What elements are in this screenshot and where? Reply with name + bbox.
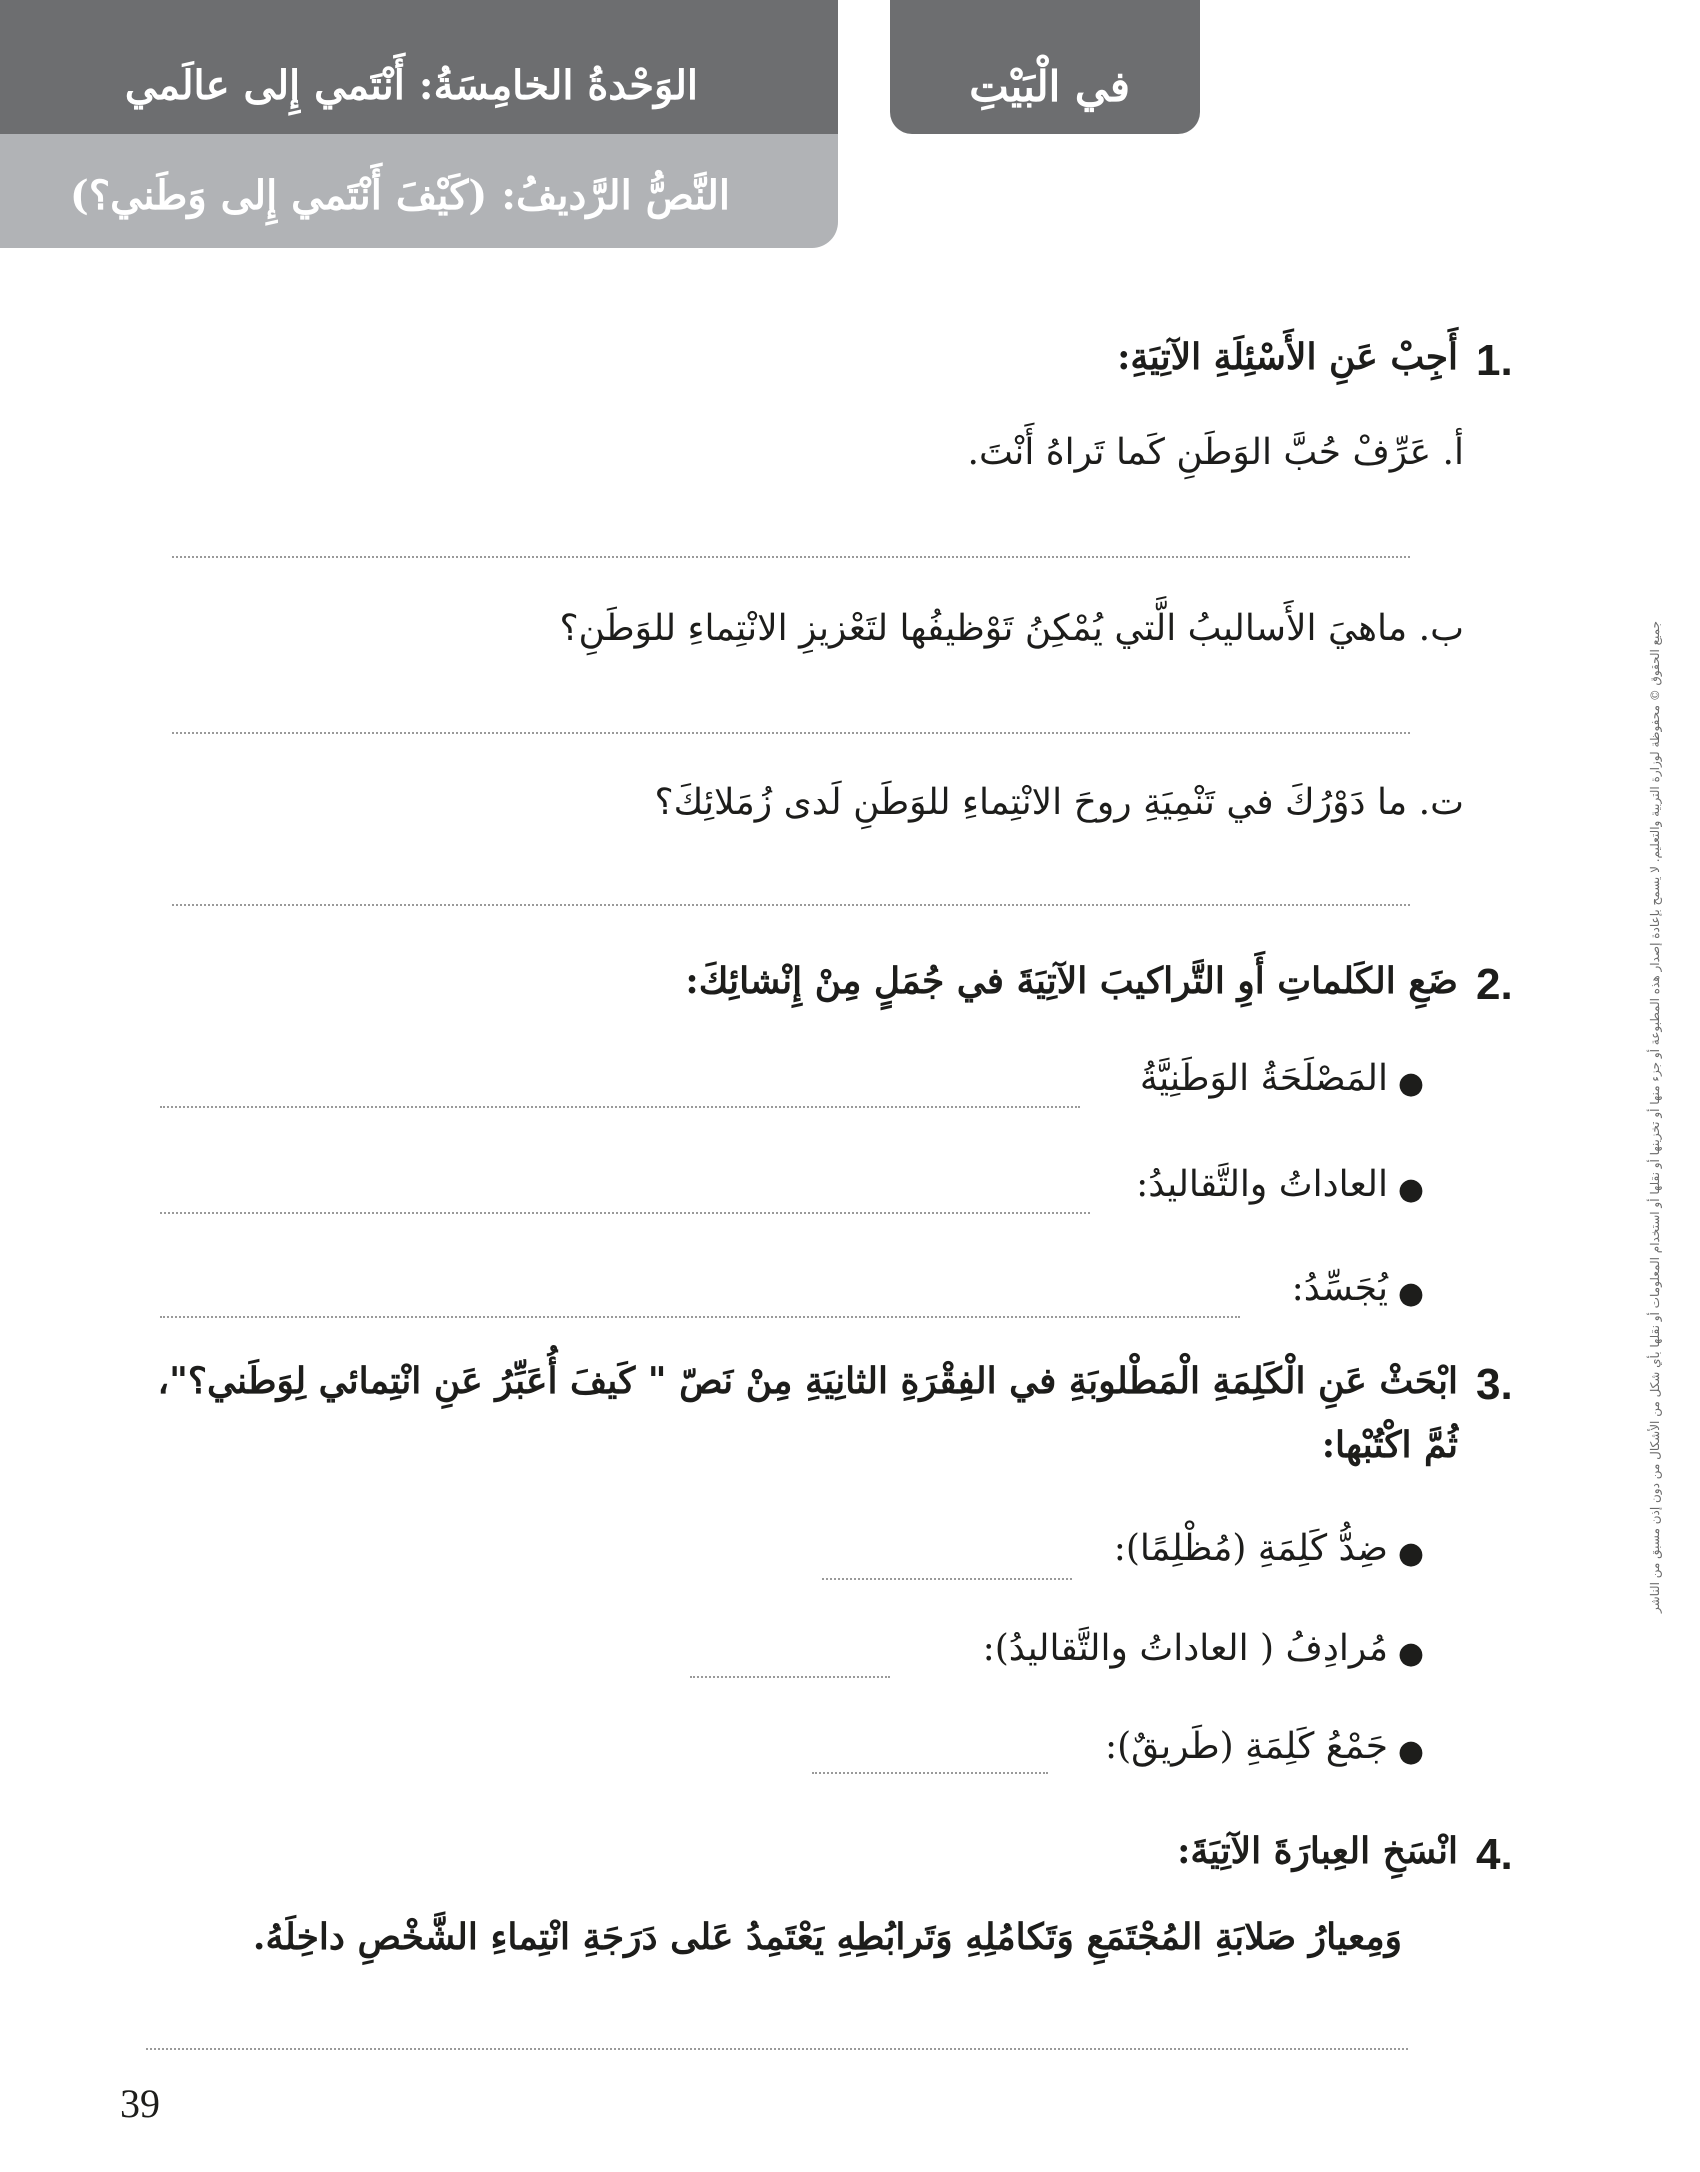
copyright-sidebar	[1640, 540, 1668, 1710]
q3-prompt-line1: ابْحَثْ عَنِ الْكَلِمَةِ الْمَطْلوبَةِ في الفِقْرَةِ الثانِيَةِ مِنْ نَصّ " كَيفَ أُعَبِّرُ عَنِ انْتِمائي لِوَطَني؟"،	[157, 1360, 1458, 1402]
answer-line-q1b[interactable]	[172, 732, 1410, 734]
q2-item-2: العاداتُ والتَّقاليدُ:	[1136, 1164, 1388, 1205]
bullet-icon: ●	[1397, 1276, 1424, 1311]
q1-prompt: أَجِبْ عَنِ الأَسْئِلَةِ الآتِيَةِ:	[1117, 336, 1458, 378]
text-subtitle: النَّصُّ الرَّديفُ: (كَيْفَ أَنْتَمي إِلى وَطَني؟)	[69, 172, 730, 219]
q1-item-b: ب. ماهيَ الأَساليبُ الَّتي يُمْكِنُ تَوْظيفُها لتَعْزيزِ الانْتِماءِ للوَطَنِ؟	[559, 608, 1464, 649]
answer-line-q3-3[interactable]	[812, 1772, 1048, 1774]
answer-line-q2-2[interactable]	[160, 1212, 1090, 1214]
q1-number: 1.	[1476, 336, 1513, 385]
unit-header	[0, 0, 838, 134]
home-tab	[890, 0, 1200, 134]
q1-item-a: أ. عَرِّفْ حُبَّ الوَطَنِ كَما تَراهُ أَنْتَ.	[967, 432, 1464, 473]
bullet-icon: ●	[1397, 1536, 1424, 1571]
q2-number: 2.	[1476, 960, 1513, 1009]
answer-line-q4[interactable]	[146, 2048, 1408, 2050]
unit-title: الوَحْدةُ الخامِسَةُ: أَنْتَمي إِلى عالَمي	[124, 62, 698, 109]
q3-item-3: جَمْعُ كَلِمَةِ (طَريقٌ):	[1104, 1726, 1388, 1767]
answer-line-q2-3[interactable]	[160, 1316, 1240, 1318]
answer-line-q3-1[interactable]	[822, 1578, 1072, 1580]
home-tab-label: في الْبَيْتِ	[969, 62, 1130, 111]
q3-number: 3.	[1476, 1360, 1513, 1409]
q3-prompt-line2: ثُمَّ اكْتُبْها:	[1321, 1424, 1458, 1466]
bullet-icon: ●	[1397, 1172, 1424, 1207]
q2-item-3: يُجَسِّدُ:	[1291, 1268, 1388, 1309]
answer-line-q1a[interactable]	[172, 556, 1410, 558]
bullet-icon: ●	[1397, 1636, 1424, 1671]
q2-prompt: ضَعِ الكَلماتِ أَوِ التَّراكيبَ الآتِيَةَ في جُمَلٍ مِنْ إِنْشائِكَ:	[685, 960, 1458, 1002]
text-subheader	[0, 134, 838, 248]
q4-prompt: انْسَخِ العِبارَةَ الآتِيَةَ:	[1177, 1830, 1458, 1872]
q3-item-2: مُرادِفُ ( العاداتُ والتَّقاليدُ):	[982, 1628, 1388, 1669]
bullet-icon: ●	[1397, 1066, 1424, 1101]
answer-line-q2-1[interactable]	[160, 1106, 1080, 1108]
page-number: 39	[120, 2081, 160, 2126]
answer-line-q3-2[interactable]	[690, 1676, 890, 1678]
q2-item-1: المَصْلَحَةُ الوَطَنِيَّةُ	[1139, 1058, 1388, 1099]
q4-sentence: وَمِعيارُ صَلابَةِ المُجْتَمَعِ وَتَكامُلِهِ وَتَرابُطِهِ يَعْتَمِدُ عَلى دَرَجَةِ انْتِماءِ الشَّخْصِ داخِلَهُ.	[252, 1916, 1402, 1958]
copyright-text: جميع الحقوق © محفوظة لوزارة التربية والتعليم. لا يسمح بإعادة إصدار هذه المطبوعة أو جزء منها أو تخزينها أو نقلها أو استخدام المعلومات أو نقلها بأي شكل من الأشكال من دون إذن مسبق من الناشر	[1648, 620, 1662, 1614]
q3-item-1: ضِدُّ كَلِمَةِ (مُظْلِمًا):	[1113, 1528, 1388, 1569]
q1-item-c: ت. ما دَوْرُكَ في تَنْمِيَةِ روحَ الانْتِماءِ للوَطَنِ لَدى زُمَلائِكَ؟	[654, 782, 1464, 823]
bullet-icon: ●	[1397, 1734, 1424, 1769]
q4-number: 4.	[1476, 1830, 1513, 1879]
answer-line-q1c[interactable]	[172, 904, 1410, 906]
